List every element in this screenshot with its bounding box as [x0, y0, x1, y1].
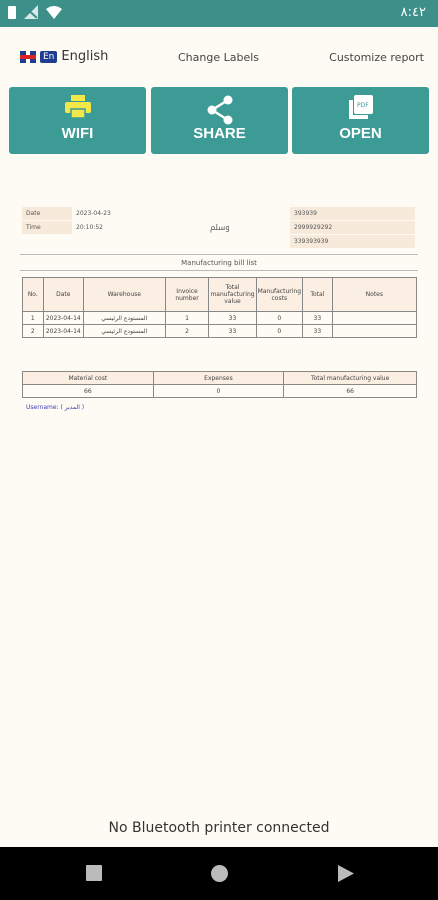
- summary-table: [22, 371, 417, 398]
- cell: 2: [165, 325, 209, 338]
- time-value: 20:10:52: [76, 224, 103, 231]
- customize-report-button[interactable]: Customize report: [329, 51, 424, 64]
- status-time: ٨:٤٢: [400, 5, 426, 20]
- time-label: Time: [22, 221, 72, 234]
- right-line-2: 2999929292: [290, 221, 415, 234]
- summary-material-cost-header: Material cost: [23, 372, 154, 385]
- header-row: [0, 27, 438, 87]
- bill-table-header: [23, 278, 417, 312]
- open-label: OPEN: [339, 125, 382, 142]
- cell: 33: [209, 325, 256, 338]
- right-line-3: 339393939: [290, 235, 415, 248]
- date-label: Date: [22, 207, 72, 220]
- share-label: SHARE: [193, 125, 246, 142]
- action-buttons: [0, 87, 438, 157]
- bluetooth-status: No Bluetooth printer connected: [0, 817, 438, 847]
- divider-bottom: [20, 270, 418, 271]
- col-manufacturing-costs: Manufacturing costs: [256, 278, 302, 312]
- open-pdf-button[interactable]: [292, 87, 429, 154]
- cell: [332, 312, 416, 325]
- summary-expenses-header: Expenses: [153, 372, 284, 385]
- language-label: English: [61, 49, 109, 64]
- summary-row: [23, 385, 417, 398]
- cell: 2: [23, 325, 44, 338]
- no-signal-icon: [24, 5, 38, 19]
- svg-text:PDF: PDF: [356, 102, 369, 109]
- username-line: Username: ( المدير ): [26, 404, 85, 411]
- col-total-manufacturing: Total manufacturing value: [209, 278, 256, 312]
- col-warehouse: Warehouse: [83, 278, 165, 312]
- status-bar: [0, 0, 438, 27]
- battery-icon: [8, 5, 16, 19]
- change-labels-button[interactable]: Change Labels: [178, 51, 260, 64]
- pdf-icon: [349, 95, 373, 119]
- wifi-print-button[interactable]: [9, 87, 146, 154]
- col-notes: Notes: [332, 278, 416, 312]
- report-title: Manufacturing bill list: [181, 259, 257, 267]
- language-selector[interactable]: [20, 49, 108, 64]
- col-total: Total: [303, 278, 333, 312]
- col-date: Date: [43, 278, 83, 312]
- navigation-bar: [0, 847, 438, 900]
- wifi-label: WIFI: [61, 125, 94, 142]
- right-line-1: 393939: [290, 207, 415, 220]
- cell: 33: [303, 325, 333, 338]
- summary-total: 66: [284, 385, 417, 398]
- cell: 33: [209, 312, 256, 325]
- language-badge: En: [40, 51, 57, 63]
- cell: 33: [303, 312, 333, 325]
- cell: المستودع الرئيسي: [83, 312, 165, 325]
- col-invoice: Invoice number: [165, 278, 209, 312]
- wifi-status-icon: [46, 6, 62, 19]
- share-button[interactable]: [151, 87, 288, 154]
- cell: 0: [256, 325, 302, 338]
- uk-flag-icon: [20, 51, 36, 63]
- status-icons: [8, 5, 62, 19]
- table-row: [23, 312, 417, 325]
- summary-expenses: 0: [153, 385, 284, 398]
- cell: 2023-04-14: [43, 325, 83, 338]
- summary-header: [23, 372, 417, 385]
- back-icon[interactable]: [338, 865, 354, 882]
- cell: 1: [23, 312, 44, 325]
- report-sheet: [20, 167, 418, 807]
- printer-icon: [65, 95, 91, 119]
- bill-table: [22, 277, 417, 338]
- home-icon[interactable]: [211, 865, 228, 882]
- summary-material-cost: 66: [23, 385, 154, 398]
- center-mark: ﷸ: [210, 223, 230, 232]
- cell: [332, 325, 416, 338]
- report-preview[interactable]: [0, 157, 438, 817]
- summary-total-header: Total manufacturing value: [284, 372, 417, 385]
- divider-top: [20, 254, 418, 255]
- table-row: [23, 325, 417, 338]
- share-icon: [206, 95, 234, 125]
- cell: 0: [256, 312, 302, 325]
- cell: 1: [165, 312, 209, 325]
- recents-icon[interactable]: [86, 865, 102, 881]
- date-value: 2023-04-23: [76, 210, 111, 217]
- cell: 2023-04-14: [43, 312, 83, 325]
- cell: المستودع الرئيسي: [83, 325, 165, 338]
- col-no: No.: [23, 278, 44, 312]
